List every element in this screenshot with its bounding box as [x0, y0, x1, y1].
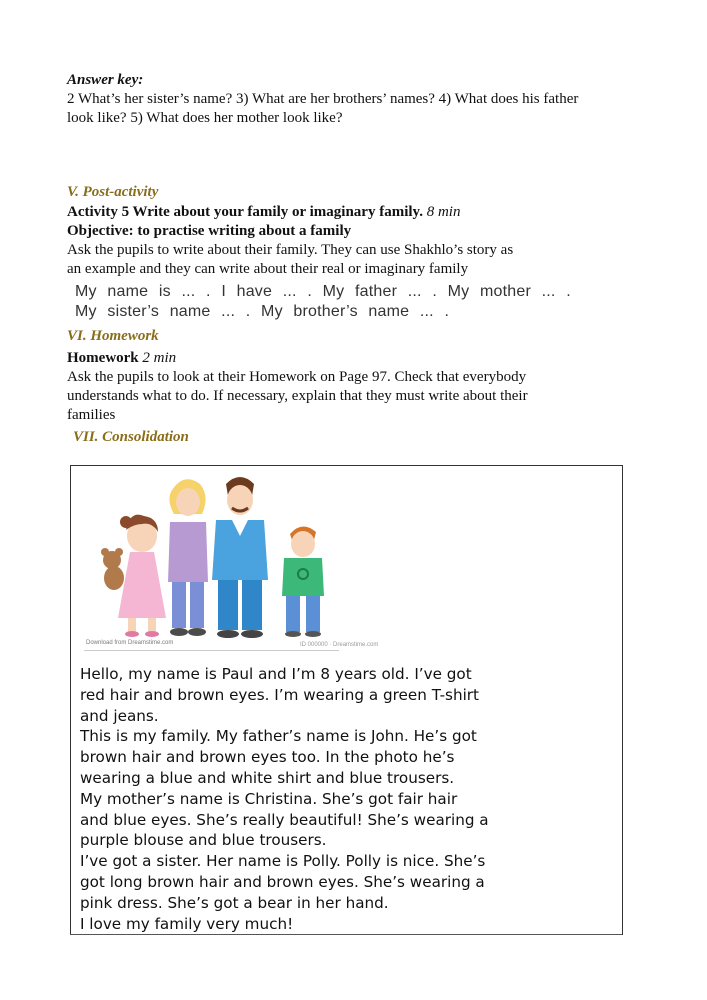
story-line: I love my family very much!: [80, 914, 294, 933]
homework-heading: VI. Homework: [67, 328, 159, 344]
story-line: and blue eyes. She’s really beautiful! She’s wearing a: [80, 810, 489, 829]
homework-line-3: families: [67, 407, 116, 423]
image-credit-right: ID 000000 · Dreamstime.com: [300, 642, 379, 648]
story-line: pink dress. She’s got a bear in her hand.: [80, 893, 389, 912]
story-line: brown hair and brown eyes too. In the photo he’s: [80, 748, 455, 767]
homework-title-line: [67, 349, 176, 368]
activity-5-line: [67, 203, 460, 222]
story-line: This is my family. My father’s name is John. He’s got: [80, 727, 477, 746]
boy-figure: [282, 526, 324, 637]
writing-prompt-2: My sister’s name ... . My brother’s name ... .: [75, 303, 450, 320]
post-activity-line-2: an example and they can write about their real or imaginary family: [67, 261, 469, 277]
story-line: wearing a blue and white shirt and blue trousers.: [80, 768, 455, 787]
answer-key-title: Answer key:: [67, 72, 144, 88]
homework-title: Homework: [67, 350, 139, 366]
teddy-bear-figure: [101, 548, 124, 590]
answer-key-line-1: 2 What’s her sister’s name? 3) What are her brothers’ names? 4) What does his father: [67, 91, 579, 107]
writing-prompt-1: My name is ... . I have ... . My father ... . My mother ... .: [75, 283, 571, 300]
story-line: My mother’s name is Christina. She’s got fair hair: [80, 789, 458, 808]
story-line: red hair and brown eyes. I’m wearing a green T-shirt: [80, 685, 480, 704]
homework-time: 2 min: [142, 350, 177, 366]
family-illustration: [92, 470, 342, 640]
post-activity-heading: V. Post-activity: [67, 184, 159, 200]
image-credit-left: Download from Dreamstime.com: [86, 640, 174, 646]
answer-key-line-2: look like? 5) What does her mother look like?: [67, 110, 343, 126]
box-top-border: [70, 465, 622, 466]
father-figure: [212, 477, 268, 638]
story-line: I’ve got a sister. Her name is Polly. Polly is nice. She’s: [80, 852, 486, 871]
consolidation-heading: VII. Consolidation: [73, 429, 189, 445]
story-line: got long brown hair and brown eyes. She’s wearing a: [80, 872, 485, 891]
post-activity-line-1: Ask the pupils to write about their family. They can use Shakhlo’s story as: [67, 242, 514, 258]
image-separator: [84, 650, 339, 651]
activity-title: Activity 5 Write about your family or imaginary family.: [67, 204, 423, 220]
homework-line-1: Ask the pupils to look at their Homework on Page 97. Check that everybody: [67, 369, 527, 385]
paul-story: [80, 664, 620, 934]
homework-line-2: understands what to do. If necessary, explain that they must write about their: [67, 388, 528, 404]
story-line: purple blouse and blue trousers.: [80, 831, 327, 850]
story-line: and jeans.: [80, 706, 159, 725]
objective-line: Objective: to practise writing about a family: [67, 223, 352, 239]
story-line: Hello, my name is Paul and I’m 8 years old. I’ve got: [80, 665, 472, 683]
activity-time: 8 min: [426, 204, 461, 220]
girl-figure: [118, 515, 166, 637]
mother-figure: [168, 479, 208, 636]
